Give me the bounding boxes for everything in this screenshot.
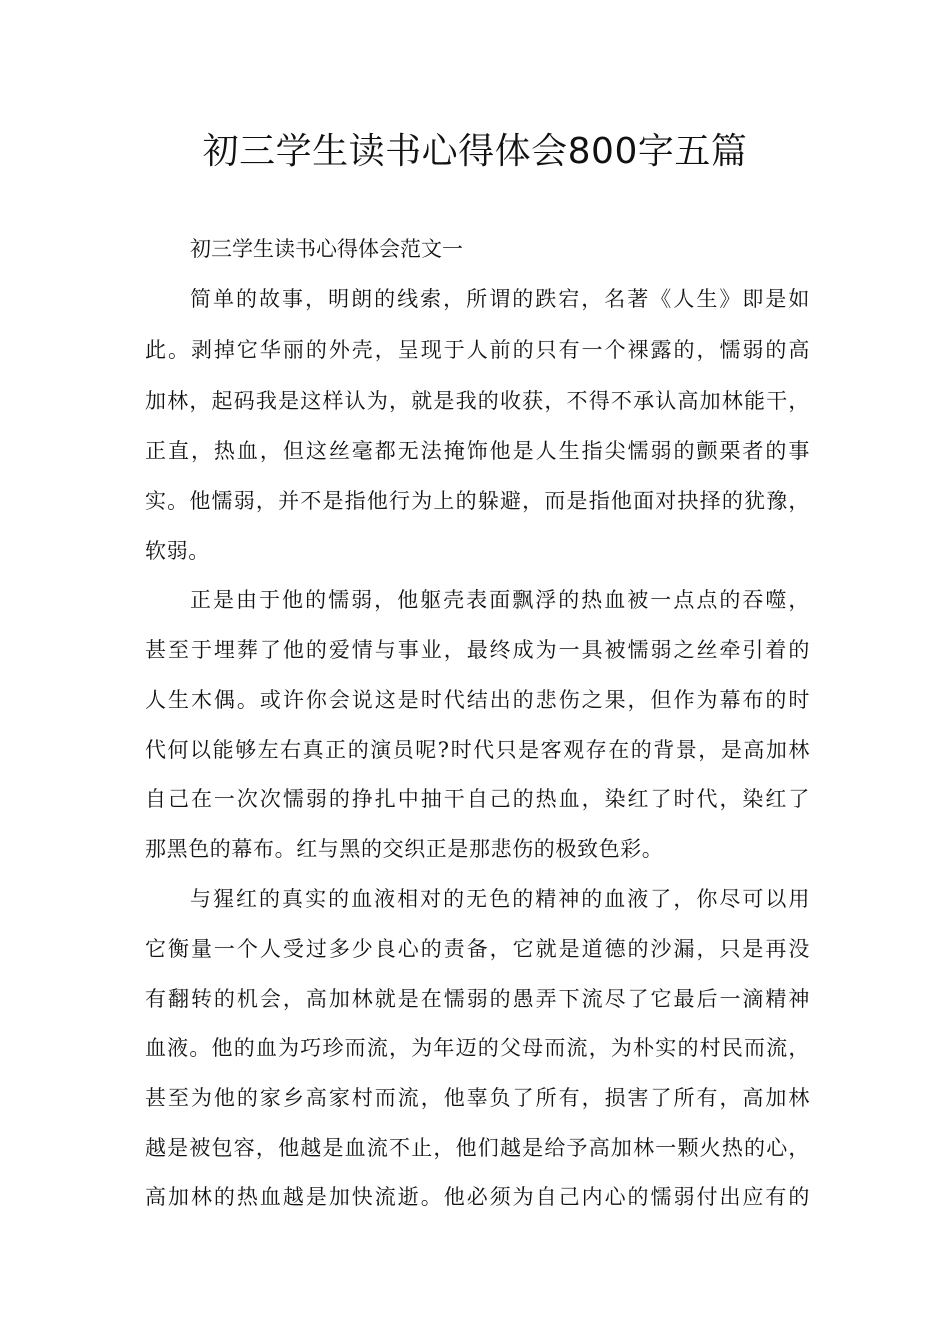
paragraph-line: 与猩红的真实的血液相对的无色的精神的血液了，你尽可以用 <box>190 887 810 911</box>
essay-subheading: 初三学生读书心得体会范文一 <box>190 237 463 261</box>
paragraph-line: 越是被包容，他越是血流不止，他们越是给予高加林一颗火热的心， <box>145 1136 810 1160</box>
paragraph-line: 正是由于他的懦弱，他躯壳表面飘浮的热血被一点点的吞噬， <box>190 588 810 612</box>
paragraph-line: 软弱。 <box>145 539 210 563</box>
paragraph-line: 实。他懦弱，并不是指他行为上的躲避，而是指他面对抉择的犹豫， <box>145 489 810 513</box>
paragraph-line: 有翻转的机会，高加林就是在懦弱的愚弄下流尽了它最后一滴精神 <box>145 987 810 1011</box>
paragraph-line: 血液。他的血为巧珍而流，为年迈的父母而流，为朴实的村民而流， <box>145 1036 810 1060</box>
paragraph-line: 甚至为他的家乡高家村而流，他辜负了所有，损害了所有，高加林 <box>145 1086 810 1110</box>
paragraph-line: 人生木偶。或许你会说这是时代结出的悲伤之果，但作为幕布的时 <box>145 688 810 712</box>
paragraph-line: 自己在一次次懦弱的挣扎中抽干自己的热血，染红了时代，染红了 <box>145 787 810 811</box>
paragraph-line: 代何以能够左右真正的演员呢?时代只是客观存在的背景，是高加林 <box>145 738 810 762</box>
document-title: 初三学生读书心得体会800字五篇 <box>202 131 748 172</box>
paragraph-line: 那黑色的幕布。红与黑的交织正是那悲伤的极致色彩。 <box>145 837 664 861</box>
paragraph-line: 甚至于埋葬了他的爱情与事业，最终成为一具被懦弱之丝牵引着的 <box>145 638 810 662</box>
paragraph-line: 此。剥掉它华丽的外壳，呈现于人前的只有一个裸露的，懦弱的高 <box>145 338 810 362</box>
paragraph-line: 简单的故事，明朗的线索，所谓的跌宕，名著《人生》即是如 <box>190 287 810 311</box>
paragraph-line: 它衡量一个人受过多少良心的责备，它就是道德的沙漏，只是再没 <box>145 937 810 961</box>
paragraph-line: 加林，起码我是这样认为，就是我的收获，不得不承认高加林能干， <box>145 389 810 413</box>
paragraph-line: 高加林的热血越是加快流逝。他必须为自己内心的懦弱付出应有的 <box>145 1185 810 1209</box>
paragraph-line: 正直，热血，但这丝毫都无法掩饰他是人生指尖懦弱的颤栗者的事 <box>145 439 810 463</box>
